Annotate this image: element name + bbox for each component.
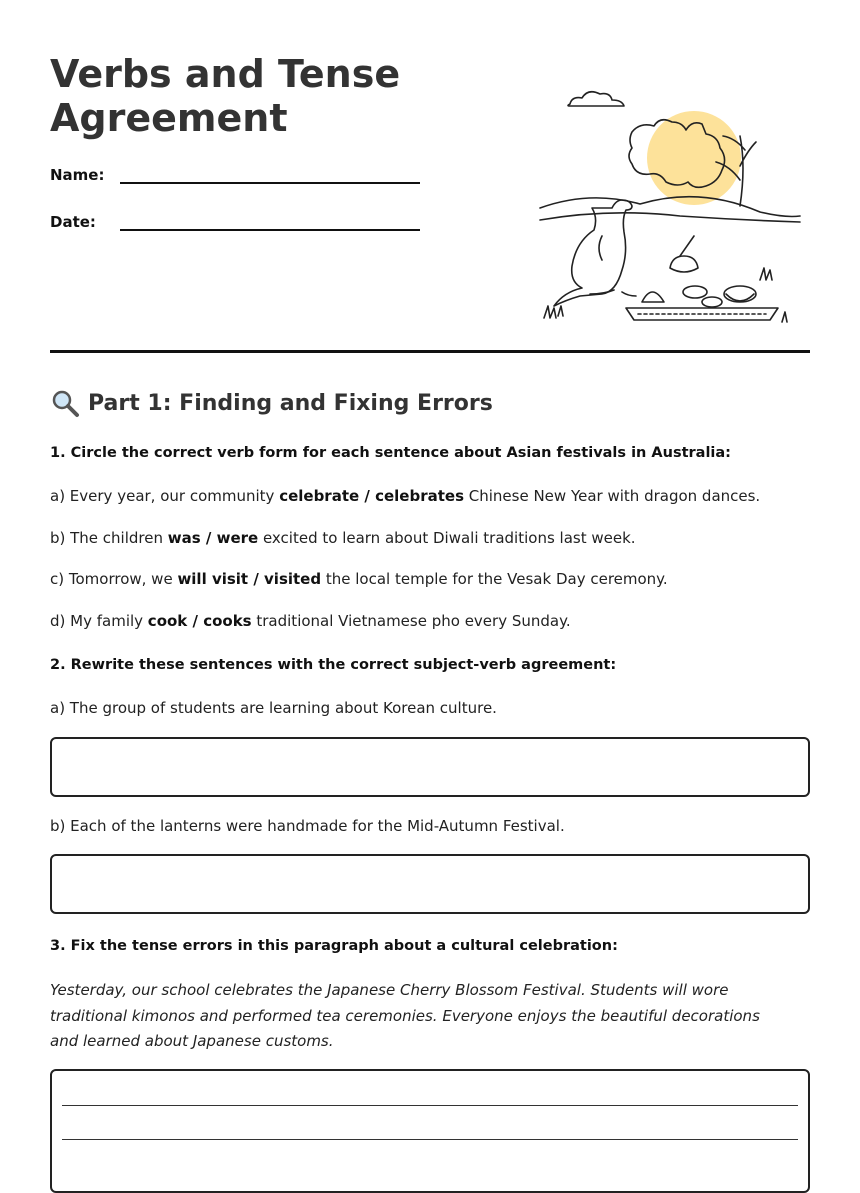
kangaroo-picnic-illustration bbox=[530, 80, 810, 330]
verb-options[interactable]: will visit / visited bbox=[177, 570, 322, 588]
name-line[interactable] bbox=[120, 182, 420, 184]
cloud-icon bbox=[568, 92, 624, 106]
part1-title bbox=[50, 388, 493, 418]
question-2-prompt: 2. Rewrite these sentences with the correct subject-verb agreement: bbox=[50, 657, 617, 673]
question-3-paragraph: Yesterday, our school celebrates the Japanese Cherry Blossom Festival. Students will wore traditional kimonos and performed tea ceremonies. Everyone enjoys the beautiful decorations and learned about Japanese customs. bbox=[50, 981, 760, 1050]
item-text: Chinese New Year with dragon dances. bbox=[464, 487, 761, 505]
answer-box-3[interactable] bbox=[50, 1069, 810, 1193]
sun-icon bbox=[647, 111, 741, 205]
question-2-item-a: a) The group of students are learning about Korean culture. bbox=[50, 699, 497, 717]
item-text: excited to learn about Diwali traditions last week. bbox=[258, 529, 636, 547]
magnifying-glass-icon bbox=[50, 388, 80, 418]
dumpling-icon bbox=[642, 292, 664, 302]
date-line[interactable] bbox=[120, 229, 420, 231]
item-text: the local temple for the Vesak Day ceremony. bbox=[321, 570, 668, 588]
verb-options[interactable]: was / were bbox=[167, 529, 259, 547]
hills bbox=[540, 197, 800, 217]
verb-options[interactable]: celebrate / celebrates bbox=[279, 487, 464, 505]
question-1-item-a bbox=[50, 487, 760, 505]
item-text: d) My family bbox=[50, 612, 148, 630]
answer-box-2b[interactable] bbox=[50, 854, 810, 914]
question-1-item-c bbox=[50, 570, 668, 588]
header-divider bbox=[50, 350, 810, 353]
question-1-item-b bbox=[50, 529, 636, 547]
question-3-prompt: 3. Fix the tense errors in this paragraph about a cultural celebration: bbox=[50, 938, 618, 954]
question-1-item-d bbox=[50, 612, 571, 630]
bowl bbox=[724, 286, 756, 302]
item-text: traditional Vietnamese pho every Sunday. bbox=[251, 612, 571, 630]
date-label: Date: bbox=[50, 213, 96, 231]
item-text: a) Every year, our community bbox=[50, 487, 280, 505]
part1-title-text: Part 1: Finding and Fixing Errors bbox=[88, 390, 493, 416]
writing-line bbox=[62, 1139, 798, 1140]
verb-options[interactable]: cook / cooks bbox=[147, 612, 252, 630]
question-1-prompt: 1. Circle the correct verb form for each sentence about Asian festivals in Australia: bbox=[50, 445, 731, 461]
question-2-item-b: b) Each of the lanterns were handmade for the Mid-Autumn Festival. bbox=[50, 817, 565, 835]
writing-line bbox=[62, 1105, 798, 1106]
answer-box-2a[interactable] bbox=[50, 737, 810, 797]
item-text: c) Tomorrow, we bbox=[50, 570, 178, 588]
worksheet-title: Verbs and Tense Agreement bbox=[50, 52, 401, 140]
name-label: Name: bbox=[50, 166, 105, 184]
item-text: b) The children bbox=[50, 529, 168, 547]
